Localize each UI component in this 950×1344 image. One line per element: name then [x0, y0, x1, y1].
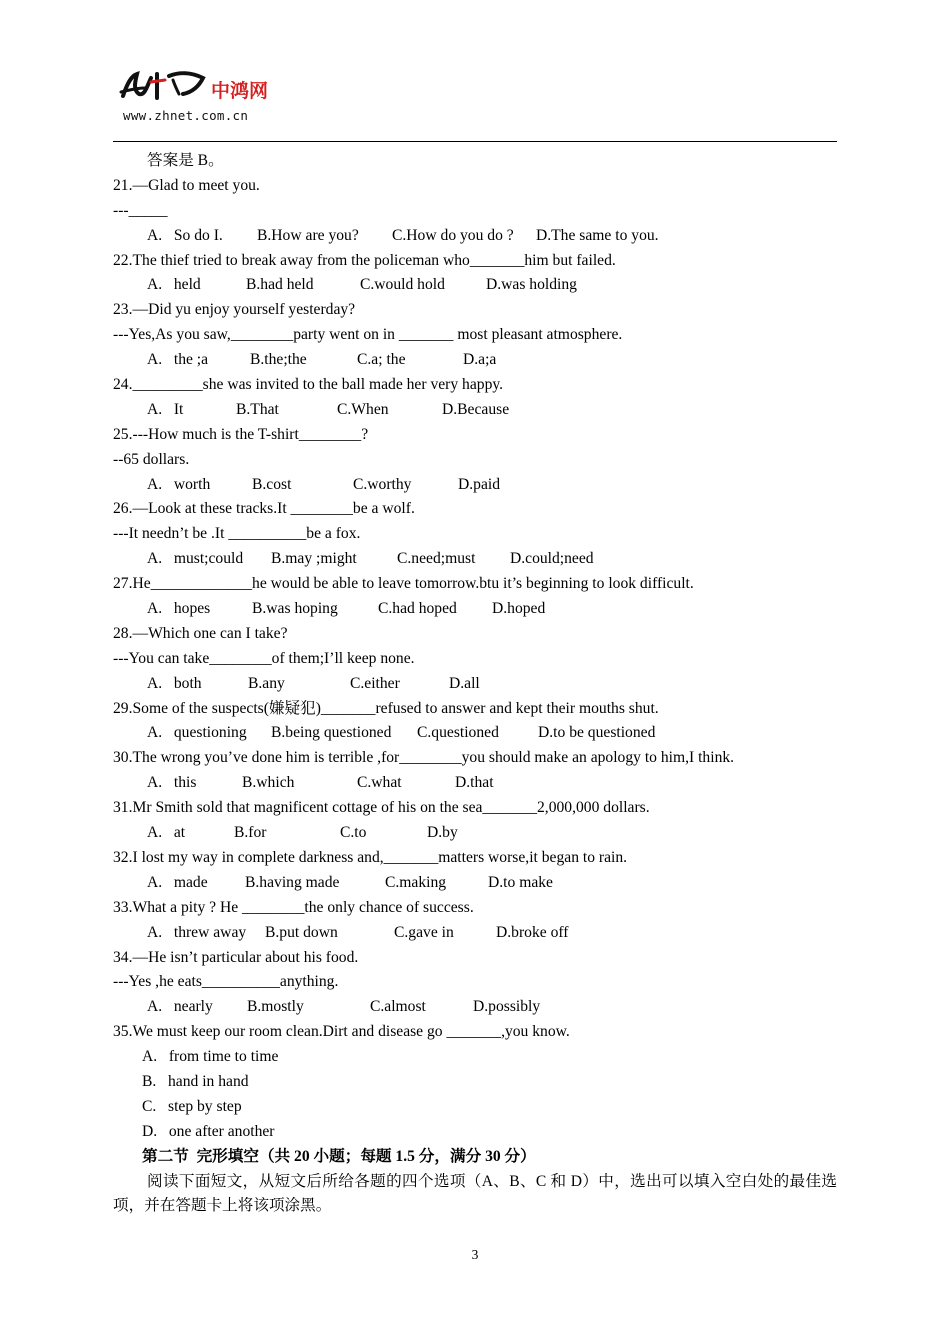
- question-number: 24.: [113, 376, 133, 394]
- option-a: A. threw away: [147, 923, 247, 941]
- question-stem: [113, 497, 837, 522]
- question-text: We must keep our room clean.Dirt and disease go _______,you know.: [132, 1023, 570, 1041]
- question-stem: [113, 796, 837, 821]
- option-b: B. hand in hand: [142, 1072, 249, 1090]
- option-d: D.possibly: [473, 998, 541, 1016]
- option-b: B.mostly: [247, 998, 304, 1016]
- option-d: D.a;a: [463, 351, 497, 369]
- option-b: B.was hoping: [252, 600, 338, 618]
- question-number: 29.: [113, 699, 133, 717]
- option-a: A. So do I.: [147, 226, 223, 244]
- option-d: D.paid: [458, 475, 501, 493]
- question-text: The wrong you’ve done him is terrible ,for________you should make an apology to him,I think.: [132, 749, 735, 767]
- option-a: A. hopes: [147, 600, 211, 618]
- options-row: [113, 398, 837, 423]
- option-a: A. the ;a: [147, 351, 209, 369]
- options-row: [113, 348, 837, 373]
- question-text: Some of the suspects(嫌疑犯)_______refused to answer and kept their mouths shut.: [132, 699, 659, 717]
- question-text: —Glad to meet you.: [132, 176, 260, 194]
- question-text: —Which one can I take?: [132, 624, 288, 642]
- question-reply: ---You can take________of them;I’ll keep none.: [113, 649, 415, 667]
- options-row: [113, 771, 837, 796]
- options-row: [113, 995, 837, 1020]
- question-text: _________she was invited to the ball made her very happy.: [132, 376, 504, 394]
- page-header: [113, 66, 837, 144]
- question-text: —Did yu enjoy yourself yesterday?: [132, 301, 356, 319]
- question-number: 22.: [113, 251, 133, 269]
- option-d: D.all: [449, 674, 480, 692]
- question-number: 35.: [113, 1023, 133, 1041]
- question-number: 21.: [113, 176, 133, 194]
- option-b: B.for: [234, 824, 267, 842]
- option-d: D.that: [455, 774, 494, 792]
- question-reply: ---Yes,As you saw,________party went on in _______ most pleasant atmosphere.: [113, 326, 623, 344]
- question-stem: [113, 622, 837, 647]
- question-text: The thief tried to break away from the policeman who_______him but failed.: [132, 251, 616, 269]
- option-b: B.having made: [245, 873, 340, 891]
- option-c: C. step by step: [142, 1097, 242, 1115]
- question-reply: ---Yes ,he eats__________anything.: [113, 973, 339, 991]
- option-c: C.worthy: [353, 475, 412, 493]
- question-stem: [113, 946, 837, 971]
- option-b: B.had held: [246, 276, 314, 294]
- question-number: 23.: [113, 301, 133, 319]
- question-stem: [113, 746, 837, 771]
- question-number: 33.: [113, 898, 133, 916]
- question-stem: [113, 896, 837, 921]
- question-text: —Look at these tracks.It ________be a wolf.: [132, 500, 415, 518]
- header-divider: [113, 141, 837, 142]
- question-stem: [113, 423, 837, 448]
- option-d: D.Because: [442, 400, 510, 418]
- option-d: D.was holding: [486, 276, 577, 294]
- option-d: D.to make: [488, 873, 553, 891]
- option-c: C.what: [357, 774, 402, 792]
- option-a: A. questioning: [147, 724, 247, 742]
- question-stem: [113, 298, 837, 323]
- option-a: A. worth: [147, 475, 211, 493]
- question-stem: [113, 572, 837, 597]
- question-number: 26.: [113, 500, 133, 518]
- option-c: C.either: [350, 674, 400, 692]
- question-text: What a pity ? He ________the only chance of success.: [132, 898, 474, 916]
- question-text: —He isn’t particular about his food.: [132, 948, 359, 966]
- question-number: 34.: [113, 948, 133, 966]
- question-reply: ---_____: [113, 201, 168, 219]
- option-c: C.gave in: [394, 923, 454, 941]
- question-stem: [113, 697, 837, 722]
- question-stem: [113, 1020, 837, 1045]
- question-text: I lost my way in complete darkness and,_______matters worse,it began to rain.: [132, 848, 628, 866]
- question-text: ---How much is the T-shirt________?: [132, 425, 369, 443]
- option-c: C.questioned: [417, 724, 499, 742]
- option-a: A. both: [147, 674, 202, 692]
- options-row: [113, 821, 837, 846]
- option-a: A. at: [147, 824, 186, 842]
- options-row: [113, 273, 837, 298]
- option-a: A. this: [147, 774, 197, 792]
- question-stem: [113, 373, 837, 398]
- option-c: C.almost: [370, 998, 426, 1016]
- option-b: B.any: [248, 674, 285, 692]
- options-row: [113, 672, 837, 697]
- option-a: A. must;could: [147, 550, 244, 568]
- question-reply: ---It needn’t be .It __________be a fox.: [113, 525, 361, 543]
- option-a: A. nearly: [147, 998, 213, 1016]
- option-c: C.to: [340, 824, 367, 842]
- option-c: C.When: [337, 400, 389, 418]
- question-number: 30.: [113, 749, 133, 767]
- question-reply: --65 dollars.: [113, 450, 190, 468]
- option-d: D.The same to you.: [536, 226, 659, 244]
- option-c: C.had hoped: [378, 600, 457, 618]
- option-c: C.would hold: [360, 276, 445, 294]
- option-a: A. made: [147, 873, 208, 891]
- option-d: D.to be questioned: [538, 724, 656, 742]
- option-c: C.making: [385, 873, 447, 891]
- option-b: B.How are you?: [257, 226, 359, 244]
- section-title: 第二节 完形填空（共 20 小题；每题 1.5 分，满分 30 分）: [142, 1147, 536, 1165]
- question-number: 28.: [113, 624, 133, 642]
- option-c: C.need;must: [397, 550, 476, 568]
- question-number: 31.: [113, 799, 133, 817]
- options-row: [113, 224, 837, 249]
- page-number: 3: [471, 1247, 479, 1262]
- question-stem: [113, 174, 837, 199]
- option-b: B.may ;might: [271, 550, 357, 568]
- options-row: [113, 473, 837, 498]
- option-b: B.cost: [252, 475, 292, 493]
- logo-url: www.zhnet.com.cn: [123, 108, 249, 123]
- question-number: 32.: [113, 848, 133, 866]
- option-b: B.which: [242, 774, 295, 792]
- option-b: B.That: [236, 400, 279, 418]
- zhnet-logo-icon: [117, 66, 209, 106]
- option-c: C.a; the: [357, 351, 406, 369]
- question-stem: [113, 249, 837, 274]
- options-row: [113, 871, 837, 896]
- options-row: [113, 921, 837, 946]
- question-text: He_____________he would be able to leave tomorrow.btu it’s beginning to look difficult.: [132, 575, 694, 593]
- question-number: 27.: [113, 575, 133, 593]
- option-b: B.put down: [265, 923, 338, 941]
- options-row: [113, 547, 837, 572]
- section-instructions: 阅读下面短文，从短文后所给各题的四个选项（A、B、C 和 D）中，选出可以填入空白处的最佳选项，并在答题卡上将该项涂黑。: [113, 1172, 837, 1215]
- option-d: D.by: [427, 824, 458, 842]
- question-text: Mr Smith sold that magnificent cottage of his on the sea_______2,000,000 dollars.: [132, 799, 650, 817]
- option-c: C.How do you do ?: [392, 226, 514, 244]
- question-stem: [113, 846, 837, 871]
- option-a: A. held: [147, 276, 201, 294]
- option-d: D.hoped: [492, 600, 546, 618]
- intro-line: 答案是 B。: [147, 152, 224, 169]
- question-number: 25.: [113, 425, 133, 443]
- option-d: D. one after another: [142, 1122, 275, 1140]
- option-b: B.the;the: [250, 351, 307, 369]
- option-d: D.broke off: [496, 923, 569, 941]
- logo-chinese-name: 中鸿网: [211, 80, 269, 102]
- option-b: B.being questioned: [271, 724, 392, 742]
- option-a: A. It: [147, 400, 184, 418]
- option-d: D.could;need: [510, 550, 594, 568]
- page-content: [113, 149, 837, 1219]
- options-row: [113, 597, 837, 622]
- option-a: A. from time to time: [142, 1048, 279, 1066]
- options-row: [113, 721, 837, 746]
